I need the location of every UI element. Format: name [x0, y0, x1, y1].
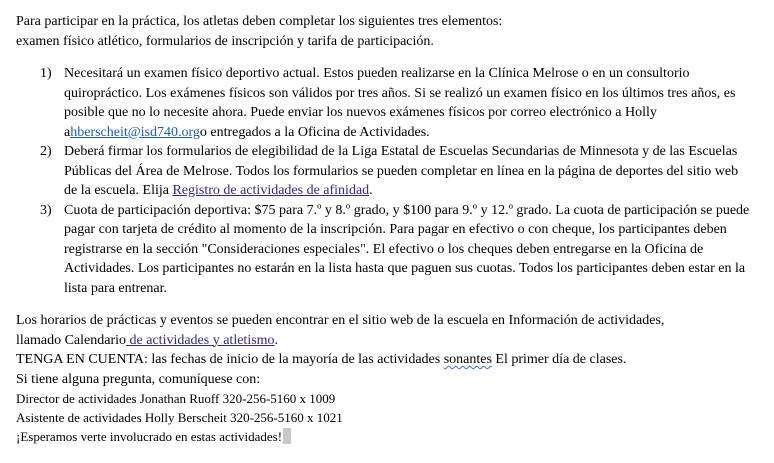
schedule-line-1: Los horarios de prácticas y eventos se pueden encontrar en el sitio web de la escuela en Información de actividades,: [16, 313, 665, 328]
affinity-registration-link[interactable]: Registro de actividades de afinidad: [172, 183, 370, 198]
contact-director: Director de actividades Jonathan Ruoff 320-256-5160 x 1009: [16, 391, 336, 406]
requirement-1-text: Necesitará un examen físico deportivo actual. Estos pueden realizarse en la Clínica Melrose o en un consultorio quiropráctico. Los exámenes físicos son válidos por tres años. Si se realizó un examen físico en los últimos tres años, es posible que no lo necesite ahora. Puede enviar los nuevos exámenes físicos por correo electrónico a Holly a: [64, 66, 736, 140]
requirement-3-text: Cuota de participación deportiva: $75 para 7.º y 8.º grado, y $100 para 9.º y 12.º grado. La cuota de participación se puede pagar con tarjeta de crédito al momento de la inscripción. Para pagar en efectivo o con cheque, los participantes deben registrarse en la sección "Consideraciones especiales". El efectivo o los cheques deben entregarse en la Oficina de Actividades. Los participantes no estarán en la lista hasta que paguen sus cuotas. Todos los participantes deben estar en la lista para entrenar.: [64, 202, 750, 296]
list-item: [16, 64, 754, 142]
list-item: [16, 142, 754, 201]
schedule-line-2: [16, 331, 754, 351]
requirement-2-text: Deberá firmar los formularios de elegibilidad de la Liga Estatal de Escuelas Secundarias de Minnesota y de las Escuelas Públicas del Área de Melrose. Todos los formularios se pueden completar en línea en la página de deportes del sitio web de la escuela. Elija: [64, 144, 739, 198]
contact-assistant: Asistente de actividades Holly Berscheit 320-256-5160 x 1021: [16, 410, 343, 425]
schedule-line-2-text: llamado Calendario: [16, 332, 127, 348]
list-item-text: [64, 64, 754, 142]
spellcheck-flagged-word[interactable]: sonantes: [443, 352, 492, 367]
intro-paragraph: [16, 12, 754, 51]
list-number: 3): [40, 202, 52, 218]
closing-text: ¡Esperamos verte involucrado en estas actividades!: [16, 429, 283, 444]
intro-line-1: Para participar en la práctica, los atletas deben completar los siguientes tres elementos:: [16, 14, 503, 29]
note-line: [16, 350, 754, 370]
intro-line-2: examen físico atlético, formularios de inscripción y tarifa de participación.: [16, 33, 434, 49]
schedule-paragraph: [16, 311, 754, 446]
note-text-after: El primer día de clases.: [491, 352, 627, 367]
list-number: 2): [40, 144, 52, 159]
list-item-text: [64, 142, 754, 201]
list-item: [16, 201, 754, 299]
requirement-1-text-after: o entregados a la Oficina de Actividades.: [199, 124, 430, 140]
email-link[interactable]: hberscheit@isd740.org: [70, 124, 200, 140]
calendar-link[interactable]: de actividades y atletismo: [126, 332, 275, 348]
note-text: TENGA EN CUENTA: las fechas de inicio de la mayoría de las actividades: [16, 352, 444, 367]
closing-line: [16, 427, 754, 446]
requirements-list: [16, 64, 754, 298]
questions-line: Si tiene alguna pregunta, comuníquese con:: [16, 371, 261, 387]
list-number: 1): [40, 66, 52, 81]
requirement-2-text-after: .: [369, 183, 373, 198]
schedule-line-2-end: .: [274, 332, 279, 348]
text-cursor: [283, 428, 291, 444]
